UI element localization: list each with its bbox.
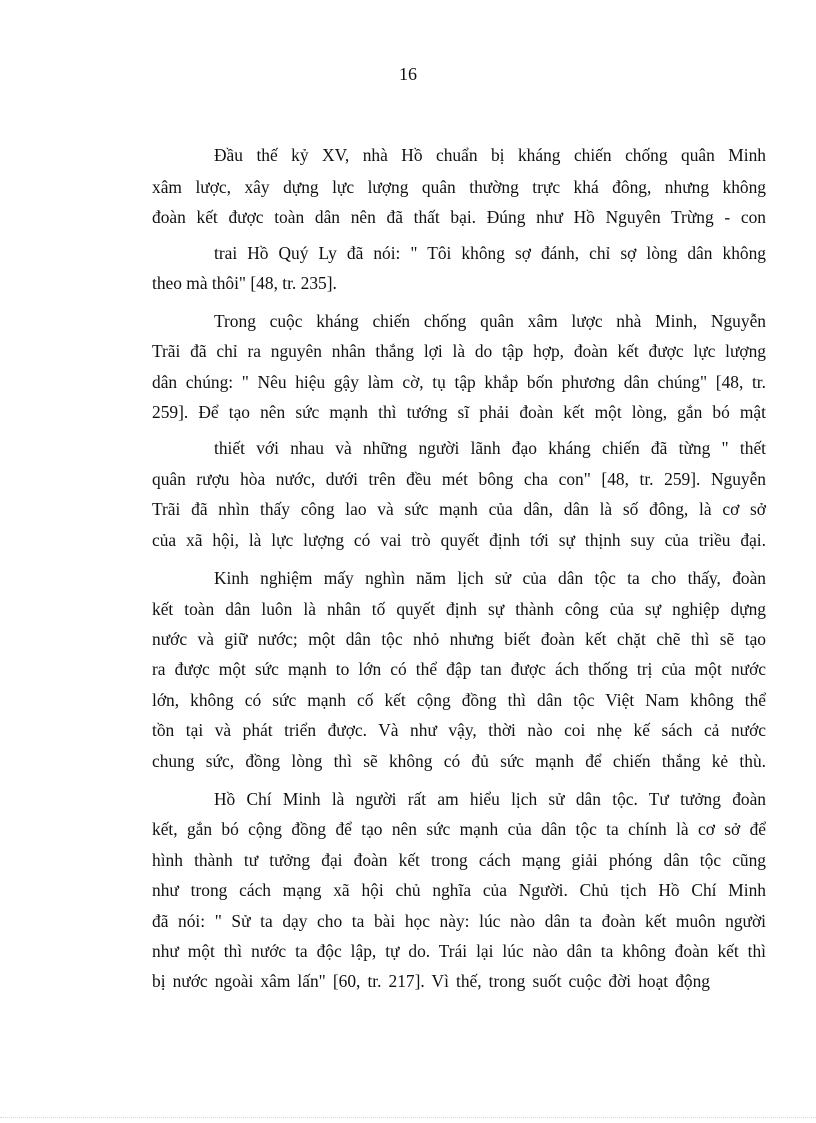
paragraph-line: bị nước ngoài xâm lấn" [60, tr. 217]. Vì thế, trong suốt cuộc đời hoạt động (152, 971, 710, 991)
paragraph-line: của xã hội, là lực lượng có vai trò quyết định tới sự thịnh suy của triều đại. (152, 530, 766, 550)
paragraph-line: tồn tại và phát triển được. Và như vậy, thời nào coi nhẹ kế sách cả nước (152, 720, 766, 740)
paragraph-line: lớn, không có sức mạnh cố kết cộng đồng thì dân tộc Việt Nam không thể (152, 690, 766, 710)
paragraph-line: nước và giữ nước; một dân tộc nhỏ nhưng biết đoàn kết chặt chẽ thì sẽ tạo (152, 629, 766, 649)
paragraph-line: thiết với nhau và những người lãnh đạo kháng chiến đã từng " thết (214, 438, 766, 458)
paragraph-line: như một thì nước ta độc lập, tự do. Trái lại lúc nào dân ta không đoàn kết thì (152, 941, 766, 961)
paragraph-line: đoàn kết được toàn dân nên đã thất bại. Đúng như Hồ Nguyên Trừng - con (152, 207, 766, 227)
paragraph-line: Đầu thế kỷ XV, nhà Hồ chuẩn bị kháng chiến chống quân Minh (214, 145, 766, 165)
paragraph-line: Hồ Chí Minh là người rất am hiểu lịch sử dân tộc. Tư tưởng đoàn (214, 789, 766, 809)
paragraph-line: trai Hồ Quý Ly đã nói: " Tôi không sợ đánh, chỉ sợ lòng dân không (214, 243, 766, 263)
paragraph-line: Trong cuộc kháng chiến chống quân xâm lược nhà Minh, Nguyễn (214, 311, 766, 331)
paragraph-line: hình thành tư tưởng đại đoàn kết trong cách mạng giải phóng dân tộc cũng (152, 850, 766, 870)
paragraph-line: quân rượu hòa nước, dưới trên đều mét bông cha con" [48, tr. 259]. Nguyễn (152, 469, 766, 489)
paragraph-line: như trong cách mạng xã hội chủ nghĩa của Người. Chủ tịch Hồ Chí Minh (152, 880, 766, 900)
paragraph-line: kết toàn dân luôn là nhân tố quyết định sự thành công của sự nghiệp dựng (152, 599, 766, 619)
paragraph-line: theo mà thôi" [48, tr. 235]. (152, 273, 337, 293)
paragraph-line: kết, gắn bó cộng đồng để tạo nên sức mạnh của dân tộc ta chính là cơ sở để (152, 819, 766, 839)
paragraph-line: Trãi đã nhìn thấy công lao và sức mạnh của dân, dân là số đông, là cơ sở (152, 499, 766, 519)
paragraph-line: dân chúng: " Nêu hiệu gậy làm cờ, tụ tập khắp bốn phương dân chúng" [48, tr. (152, 372, 766, 392)
paragraph-line: ra được một sức mạnh to lớn có thể đập tan được ách thống trị của một nước (152, 659, 766, 679)
paragraph-line: xâm lược, xây dựng lực lượng quân thường trực khá đông, nhưng không (152, 177, 766, 197)
page-number: 16 (399, 64, 417, 84)
paragraph-line: đã nói: " Sử ta dạy cho ta bài học này: lúc nào dân ta đoàn kết muôn người (152, 911, 766, 931)
page-bottom-divider (0, 1117, 816, 1118)
paragraph-line: 259]. Để tạo nên sức mạnh thì tướng sĩ phải đoàn kết một lòng, gắn bó mật (152, 402, 766, 422)
paragraph-line: Trãi đã chỉ ra nguyên nhân thắng lợi là do tập hợp, đoàn kết được lực lượng (152, 341, 766, 361)
paragraph-line: Kinh nghiệm mấy nghìn năm lịch sử của dân tộc ta cho thấy, đoàn (214, 568, 766, 588)
paragraph-line: chung sức, đồng lòng thì sẽ không có đủ sức mạnh để chiến thắng kẻ thù. (152, 751, 766, 771)
